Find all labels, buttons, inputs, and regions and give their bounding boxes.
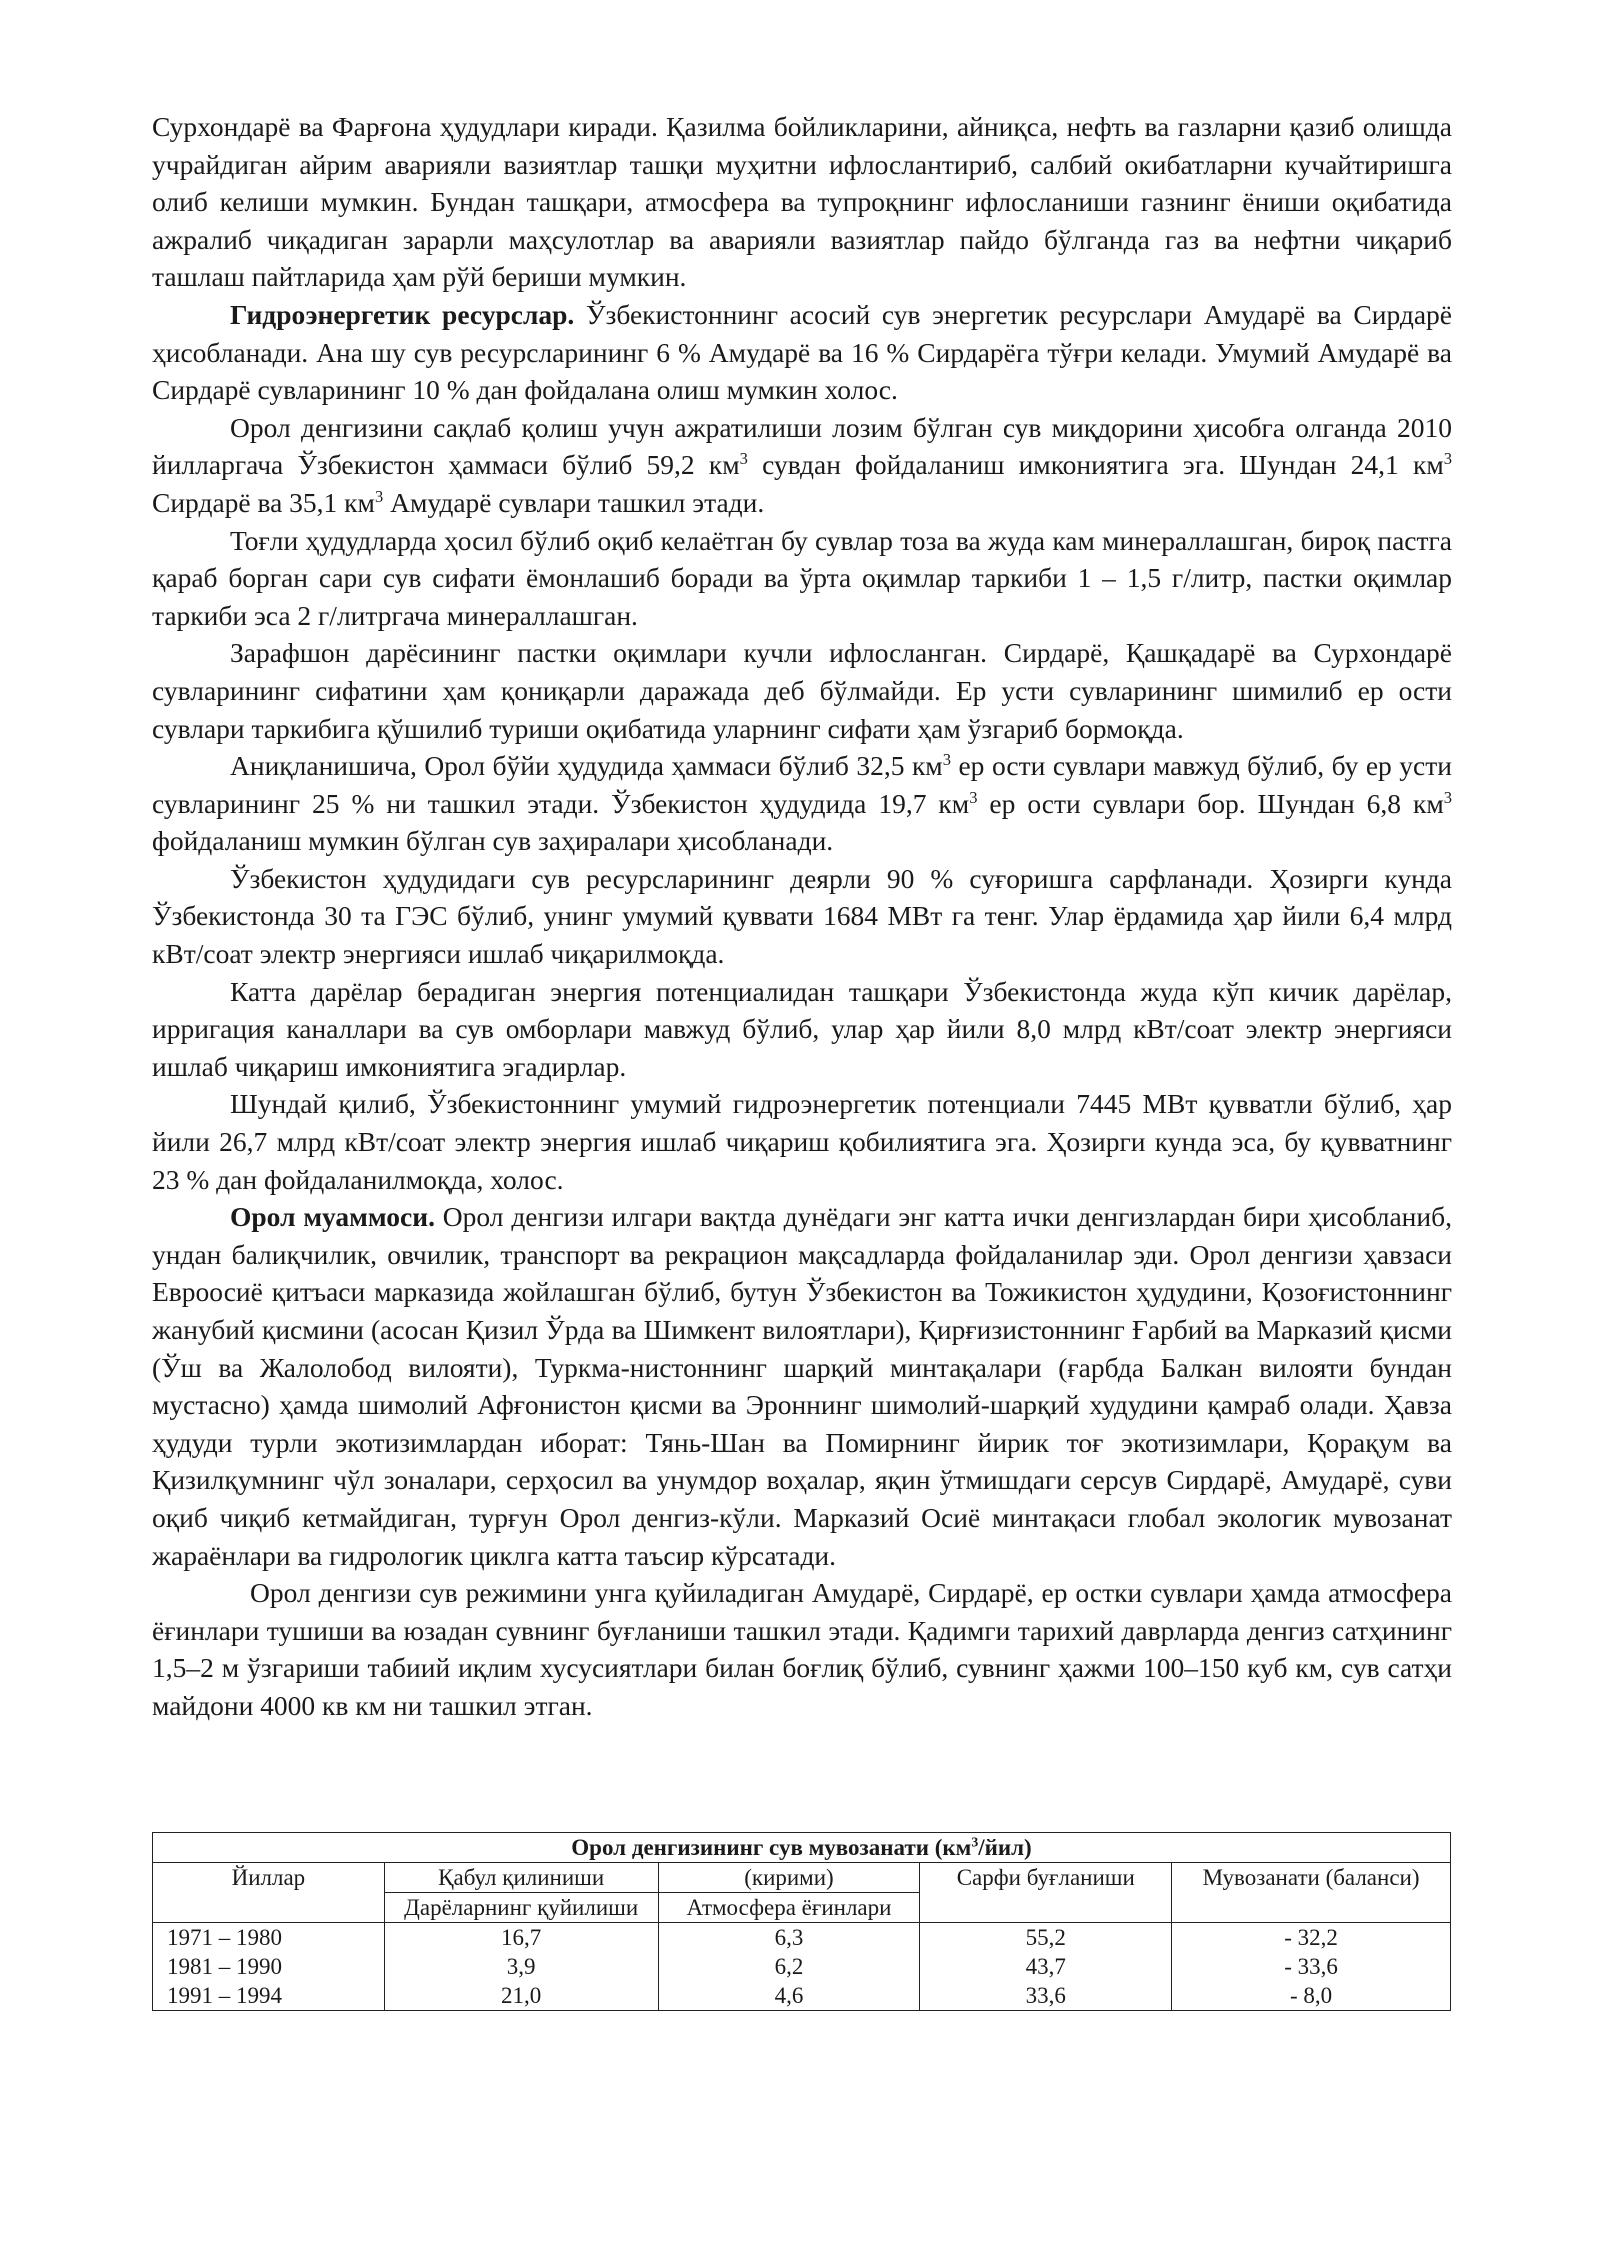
aral-water-balance-table [152,1832,1451,2011]
paragraph-irrigation: Ўзбекистон ҳудудидаги сув ресурсларининг деярли 90 % суғоришга сарфланади. Ҳозирги кунда Ўзбекистонда 30 та ГЭС бўлиб, унинг умумий қуввати 1684 МВт га тенг. Улар ёрдамида ҳар йили 6,4 млрд кВт/соат электр энергияси ишлаб чиқарилмоқда. [152,862,1452,970]
table-cell-precip: 6,3 [658,1923,920,1953]
paragraph-aral-problem: Орол муаммоси. Орол денгизи илгари вақтда дунёдаги энг катта ички денгизлардан бири ҳисобланиб, ундан балиқчилик, овчилик, транспорт ва рекрацион мақсадларда фойдаланилар эди. Орол денгизи ҳавзаси Евроосиё қитъаси марказида жойлашган бўлиб, бутун Ўзбекистон ва Тожикистон ҳудудини, Қозоғистоннинг жанубий қисмини (асосан Қизил Ўрда ва Шимкент вилоятлари), Қирғизистоннинг Ғарбий ва Марказий қисми (Ўш ва Жалолобод вилояти), Туркма-нистоннинг шарқий минтақалари (ғарбда Балкан вилояти бундан мустасно) ҳамда шимолий Афғонистон қисми ва Эроннинг шимолий-шарқий худудини қамраб олади. Ҳавза ҳудуди турли экотизимлардан иборат: Тянь-Шан ва Помирнинг йирик тоғ экотизимлари, Қорақум ва Қизилқумнинг чўл зоналари, серҳосил ва унумдор воҳалар, яқин ўтмишдаги серсув Сирдарё, Амударё, суви оқиб чиқиб кетмайдиган, турғун Орол денгиз-кўли. Марказий Осиё минтақаси глобал экологик мувозанат жараёнлари ва гидрологик циклга катта таъсир кўрсатади. [152,1201,1452,1571]
header-intake: Қабул қилиниши [384,1863,658,1893]
paragraph-hydro-resources: Гидроэнергетик ресурслар. Ўзбекистоннинг асосий сув энергетик ресурслари Амударё ва Сирдарё ҳисобланади. Ана шу сув ресурсларининг 6 % Амударё ва 16 % Сирдарёга тўғри келади. Умумий Амударё ва Сирдарё сувларининг 10 % дан фойдалана олиш мумкин холос. [152,298,1452,406]
paragraph-water-volume: Орол денгизини сақлаб қолиш учун ажратилиши лозим бўлган сув миқдорини ҳисобга олганда 2010 йилларгача Ўзбекистон ҳаммаси бўлиб 59,2 $км^3$ сувдан фойдаланиш имкониятига эга. Шундан 24,1 $км^3$ Сирдарё ва 35,1 $км^3$ Амударё сувлари ташкил этади. [152,411,1452,518]
section-heading-aral: Орол муаммоси. [230,1201,435,1233]
table-cell-precip: 6,2 [658,1952,920,1981]
section-heading-hydro: Гидроэнергетик ресурслар. [230,298,575,330]
table-cell-evap: 55,2 [920,1923,1172,1953]
table-cell-rivers: 21,0 [384,1981,658,2011]
table-caption: Орол денгизининг сув мувозанати $(км^3/йил)$ [153,1833,1451,1863]
table-cell-evap: 33,6 [920,1981,1172,2011]
header-years: Йиллар [153,1863,385,1923]
header-balance: Мувозанати (баланси) [1172,1863,1451,1923]
header-river-inflow: Дарёларнинг қуйилиши [384,1893,658,1923]
header-precipitation: Атмосфера ёғинлари [658,1893,920,1923]
table-cell-rivers: 16,7 [384,1923,658,1953]
paragraph-small-rivers: Катта дарёлар берадиган энергия потенциалидан ташқари Ўзбекистонда жуда кўп кичик дарёлар, ирригация каналлари ва сув омборлари мавжуд бўлиб, улар ҳар йили 8,0 млрд кВт/соат электр энергияси ишлаб чиқариш имкониятига эгадирлар. [152,975,1452,1082]
paragraph-intro: Сурхондарё ва Фарғона ҳудудлари киради. Қазилма бойликларини, айниқса, нефть ва газларни қазиб олишда учрайдиган айрим аварияли вазиятлар ташқи муҳитни ифлослантириб, салбий окибатларни кучайтиришга олиб келиши мумкин. Бундан ташқари, атмосфера ва тупроқнинг ифлосланиши газнинг ёниши оқибатида ажралиб чиқадиган зарарли маҳсулотлар ва аварияли вазиятлар пайдо бўлганда газ ва нефтни чиқариб ташлаш пайтларида ҳам рўй бериши мумкин. [152,111,1452,293]
table-cell-balance: - 8,0 [1172,1981,1451,2011]
paragraph-pollution: Зарафшон дарёсининг пастки оқимлари кучли ифлосланган. Сирдарё, Қашқадарё ва Сурхондарё сувларининг сифатини ҳам қониқарли даражада деб бўлмайди. Ер усти сувларининг шимилиб ер ости сувлари таркибига қўшилиб туриши оқибатида уларнинг сифати ҳам ўзгариб бормоқда. [152,637,1452,744]
table-cell-years: 1971 – 1980 [153,1923,385,1953]
table-cell-years: 1991 – 1994 [153,1981,385,2011]
paragraph-potential: Шундай қилиб, Ўзбекистоннинг умумий гидроэнергетик потенциали 7445 МВт қувватли бўлиб, ҳар йили 26,7 млрд кВт/соат электр энергия ишлаб чиқариш қобилиятига эга. Ҳозирги кунда эса, бу қувватнинг 23 % дан фойдаланилмоқда, холос. [152,1088,1452,1195]
table-cell-evap: 43,7 [920,1952,1172,1981]
paragraph-groundwater: Аниқланишича, Орол бўйи ҳудудида ҳаммаси бўлиб 32,5 $км^3$ ер ости сувлари мавжуд бўлиб, бу ер усти сувларининг 25 % ни ташкил этади. Ўзбекистон ҳудудида 19,7 $км^3$ ер ости сувлари бор. Шундан 6,8 $км^3$ фойдаланиш мумкин бўлган сув заҳиралари ҳисобланади. [152,749,1452,857]
paragraph-water-regime: Орол денгизи сув режимини унга қуйиладиган Амударё, Сирдарё, ер остки сувлари ҳамда атмосфера ёғинлари тушиши ва юзадан сувнинг буғланиши ташкил этади. Қадимги тарихий даврларда денгиз сатҳининг 1,5–2 м ўзгариши табиий иқлим хусусиятлари билан боғлиқ бўлиб, сувнинг ҳажми 100–150 куб км, сув сатҳи майдони 4000 кв км ни ташкил этган. [152,1577,1452,1721]
document-body [152,108,1452,1725]
header-evaporation: Сарфи буғланиши [920,1863,1172,1923]
table-cell-years: 1981 – 1990 [153,1952,385,1981]
table-cell-balance: - 32,2 [1172,1923,1451,1953]
table-cell-rivers: 3,9 [384,1952,658,1981]
table-cell-precip: 4,6 [658,1981,920,2011]
table-cell-balance: - 33,6 [1172,1952,1451,1981]
paragraph-mineralization: Тоғли ҳудудларда ҳосил бўлиб оқиб келаётган бу сувлар тоза ва жуда кам минераллашган, бироқ пастга қараб борган сари сув сифати ёмонлашиб боради ва ўрта оқимлар таркиби 1 – 1,5 г/литр, пастки оқимлар таркиби эса 2 г/литргача минераллашган. [152,524,1452,631]
header-income: (кирими) [658,1863,920,1893]
